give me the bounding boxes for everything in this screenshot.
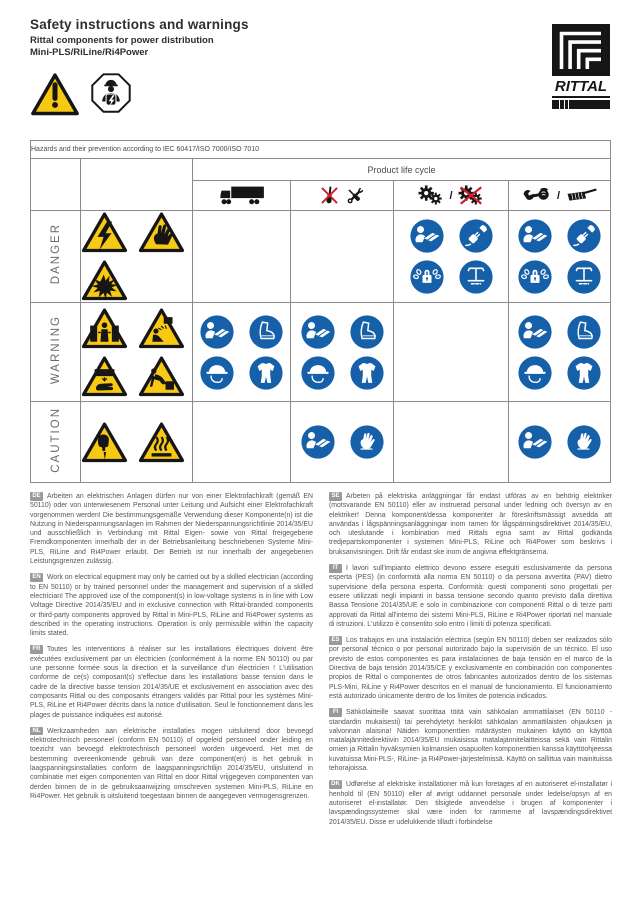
gears-crossed-icon [458,185,484,206]
lang-text-it: I lavori sull'impianto elettrico devono essere eseguiti esclusivamente da persona esperta (PES) (in conformità alla norma EN 50110) o da persona avvertita (PAV) dietro supervisione della persona esperta. Conformità: questi componenti sono progettati per essere utilizzati negli impianti in bassa tensione secondo quanto previsto dalla direttiva Bassa Tensione 2014/35/UE e solo in combinazione con componenti Rittal o di terze parti approvati da Rittal all'interno dei sistemi Mini-PLS, RiLine e Ri4Power riportati nel manuale di istruzioni. L'utilizzo è consentito solo entro i limiti di potenza specificati. [329,565,612,628]
lang-block-en [30,573,313,638]
hazard-icons [81,307,187,398]
severity-label: WARNING [49,314,62,385]
protective-clothing-icon [566,355,602,391]
logo-bar-tick [568,100,569,109]
lang-block-de [30,492,313,566]
warning-hazards-cell [81,303,193,402]
hazard-table [30,140,611,483]
precaution-icons [291,424,393,460]
empty-severity-header [31,159,81,211]
crush-body-icon [81,307,128,350]
brush-icon [565,187,597,204]
explosion-icon [81,259,128,302]
lang-block-es [329,636,612,701]
phase-transport-header [193,181,291,211]
protective-gloves-icon [349,424,385,460]
precaution-icons [509,424,610,460]
phase-operation-header [394,181,509,211]
danger-installation-cell [291,211,394,303]
danger-maintenance-cell [509,211,611,303]
severity-label: DANGER [49,223,62,285]
helmet-icon [199,355,235,391]
read-instructions-icon [300,314,336,350]
lang-badge-fr: FR [30,645,43,654]
lang-badge-fi: FI [329,708,342,717]
read-instructions-icon [517,424,553,460]
lang-text-dk: Udførelse af elektriske installationer må kun foretages af en autoriseret el-installatør i henhold til (EN 50110) eller af øvrigt uddannet personale under ledelse/opsyn af en autoriseret el-installatør. Den tilsigtede anvendelse i brugen af komponenter i lavspændingssystemer skal være inden for rammerne af lavspændingsdirektivet 2014/35/EU. Disse er udelukkende tilladt i forbindelse [329,781,612,826]
phase-maintenance-header [509,181,611,211]
caution-label-cell [31,402,81,483]
caution-row [31,402,611,483]
slash-separator: / [556,189,561,202]
precaution-icons [291,314,393,391]
warning-maintenance-cell [509,303,611,402]
phase-installation-icons [291,185,393,207]
lang-badge-dk: DK [329,780,342,789]
phase-maintenance-icons [509,186,610,205]
lockout-icon [409,259,445,295]
warning-operation-cell [394,303,509,402]
hot-surface-icon [138,421,185,464]
heavy-load-icon [138,355,185,398]
lang-text-en: Work on electrical equipment may only be carried out by a skilled electrician (according to EN 50110) or by trained personnel under the management and supervision of a skilled electrician! The approved use of the component(s) in low-voltage systems is in line with Low Voltage Directive 2014/35/EU and in exclusive connection with Rittal-branded components or third-party components approved by Rittal in Mini-PLS, RiLine and Ri4Power systems as described in the operating instructions. Operation is only permissible within the capacity limits stated. [30,574,313,638]
page-subtitle: Rittal components for power distribution [30,35,214,46]
hand-injury-icon [81,355,128,398]
service-wrench-icon [522,186,552,205]
language-column-left [30,492,313,904]
sharp-edge-icon [81,421,128,464]
read-instructions-icon [517,218,553,254]
lang-badge-en: EN [30,573,43,582]
truck-icon [219,185,265,206]
phase-operation-icons [394,185,508,206]
empty-hazard-header [81,159,193,211]
phase-transport-icons [193,185,290,206]
lang-block-fr [30,645,313,719]
danger-operation-cell [394,211,509,303]
lang-block-nl [30,727,313,801]
shock-hand-icon [138,211,185,254]
warning-installation-cell [291,303,394,402]
safety-signs [30,72,132,117]
lang-block-fi [329,708,612,773]
rittal-logo [552,24,610,109]
caution-operation-cell [394,402,509,483]
lang-badge-it: IT [329,564,342,573]
read-instructions-icon [517,314,553,350]
helmet-icon [517,355,553,391]
rittal-mark-icon [552,24,610,76]
slash-separator: / [449,189,453,202]
caution-installation-cell [291,402,394,483]
lang-badge-es: ES [329,636,342,645]
lang-block-it [329,564,612,629]
lang-block-se [329,492,612,557]
lang-text-se: Arbeten på elektriska anläggningar får endast utföras av en behörig elektriker (motsvarande EN 50110) eller av instruerad personal under ledning och översyn av en elektriker! Denna komponent/dessa komponenter är föreskriftsmässigt avsedda att användas i lågspänningsanläggningar inom ramen för lågspänningsdirektivet 2014/35/EU, och uteslutande i kombination med Rittals egna samt av Rittal godkända tredjepartskomponenter i systemen Mini-PLS, RiLine och Ri4Power som beskrivs i bruksanvisningen. Drift får endast ske inom de angivna effektgränserna. [329,493,612,556]
table-caption: Hazards and their prevention according to IEC 60417/ISO 7000/ISO 7010 [31,141,611,159]
safety-boots-icon [349,314,385,350]
lang-badge-se: SE [329,492,342,501]
precaution-icons [509,218,610,295]
lifecycle-header: Product life cycle [193,159,611,181]
rittal-mark-icon [552,24,610,76]
general-warning-icon [30,72,80,117]
hazard-icons [81,421,187,464]
danger-label-cell [31,211,81,303]
logo-rule [552,96,610,98]
disconnect-mains-icon [458,218,494,254]
lang-badge-de: DE [30,492,43,501]
phase-installation-header [291,181,394,211]
danger-transport-cell [193,211,291,303]
no-screwdriver-icon [319,185,340,206]
danger-hazards-cell [81,211,193,303]
lang-text-fi: Sähkölaitteille saavat suorittaa töitä vain sähköalan ammattilaiset (EN 50110 -standardin mukaisesti) tai perehdytetyt henkilöt sähköalan ammattilaisten ohjauksen ja valvonnan alaisina! Näiden komponenttien määräysten mukainen käyttö on käyttöä matalajännitedirektiivin 2014/35/EU mukaisissa matalajännitelaitteissa sekä vain Rittalin omien ja Rittalin hyväksymien kolmansien osapuolten komponenttien kanssa käyttöohjeessa kuvatuissa Mini-PLS-, RiLine- ja Ri4Power-järjestelmissä. Käyttö on sallittua vain mainituissa tehorajoissa. [329,709,612,773]
product-line: Mini-PLS/RiLine/Ri4Power [30,47,149,58]
earth-connection-icon [566,259,602,295]
lang-badge-nl: NL [30,727,43,736]
electrician-required-icon [90,72,132,114]
severity-label: CAUTION [49,406,62,473]
language-column-right [329,492,612,904]
caution-hazards-cell [81,402,193,483]
danger-row [31,211,611,303]
lang-text-es: Los trabajos en una instalación eléctrica (según EN 50110) deben ser realizados sólo por personal técnico o por personal autorizado bajo la supervisión de un técnico. El uso previsto de estos componentes es para instalaciones de baja tensión en el marco de la Directiva de baja tensión 2014/35/CE y exclusivamente en combinación con componentes propios de Rittal o componentes de otros fabricantes autorizados dentro de los sistemas PLS-Mini, RiLine y Ri4Power descritos en el manual de funcionamiento. El funcionamiento está autorizado únicamente dentro de los límites de potencia indicados. [329,637,612,700]
warning-transport-cell [193,303,291,402]
hazard-icons [81,211,187,302]
precaution-icons [394,218,508,295]
warning-label-cell [31,303,81,402]
warning-row [31,303,611,402]
lang-text-de: Arbeiten an elektrischen Anlagen dürfen nur von einer Elektrofachkraft (gemäß EN 50110) oder von unterwiesenem Personal unter Leitung und Aufsicht einer Elektrofachkraft vorgenommen werden! Die bestimmungsgemäße Verwendung dieser Komponente(n) ist die Nutzung in Niederspannungsanlagen im Rahmen der Niederspannungsrichtlinie 2014/35/EU und ausschließlich in Verbindung mit Rittal Eigen- sowie von Rittal freigegebene Fremdkomponenten innerhalb der in der Betriebsanleitung beschriebenen Systeme Mini-PLS, RiLine and Ri4Power erlaubt. Der Betrieb ist nur innerhalb der angegebenen Leistungsgrenzen zulässig. [30,493,313,566]
lang-text-fr: Toutes les interventions à réaliser sur les installations électriques doivent être exécutées exclusivement par un électricien (conformément à la norme EN 50110) ou par une personne formée sous la direction et la surveillance d'un électricien ! L'utilisation conforme de ce(s) composant(s) s'effectue dans les installations basse tension dans le cadre de la directive basse tension 2014/35/UE et exclusivement en association avec des composants Rittal ou des composants étrangers validés par Rittal pour les systèmes Mini-PLS, RiLine et Ri4Power décrits dans la notice d'utilisation. Seul le fonctionnement dans les plages de puissance indiquées est autorisé. [30,646,313,719]
precaution-icons [193,314,290,391]
caption-row [31,141,611,159]
precaution-icons [509,314,610,391]
logo-bar-tick [559,100,560,109]
safety-boots-icon [566,314,602,350]
lang-text-nl: Werkzaamheden aan elektrische installaties mogen uitsluitend door bevoegd elektrotechnisch personeel (conform EN 50110) of opgeleid personeel onder leiding en toezicht van bevoegd elektrotechnisch personeel worden uitgevoerd. Het met de bestemming overeenkomende gebruik van deze component(en) is het gebruik in laagspanningsinstallaties conform de laagspanningsrichtlijn 2014/35/EU, uitsluitend in combinatie met eigen componenten van Rittal en door Rittal vrijgegeven componenten van derden binnen de in de gebruiksaanwijzing omschreven systemen Mini-PLS, RiLine en Ri4Power. Het gebruik is uitsluitend toegestaan binnen de aangegeven vermogensgrenzen. [30,727,313,800]
protective-clothing-icon [349,355,385,391]
falling-objects-icon [138,307,185,350]
rittal-wordmark: RITTAL [554,78,608,95]
earth-connection-icon [458,259,494,295]
disconnect-mains-icon [566,218,602,254]
lang-block-dk [329,780,612,826]
read-instructions-icon [409,218,445,254]
protective-gloves-icon [566,424,602,460]
logo-bar-tick [564,100,565,109]
safety-boots-icon [248,314,284,350]
logo-bar [552,100,610,109]
lockout-icon [517,259,553,295]
read-instructions-icon [199,314,235,350]
caution-transport-cell [193,402,291,483]
electric-shock-icon [81,211,128,254]
page-title: Safety instructions and warnings [30,17,249,32]
protective-clothing-icon [248,355,284,391]
caution-maintenance-cell [509,402,611,483]
helmet-icon [300,355,336,391]
language-notes [30,492,612,904]
lifecycle-row [31,159,611,181]
gears-icon [418,185,444,206]
read-instructions-icon [300,424,336,460]
crossed-tools-icon [344,185,366,207]
